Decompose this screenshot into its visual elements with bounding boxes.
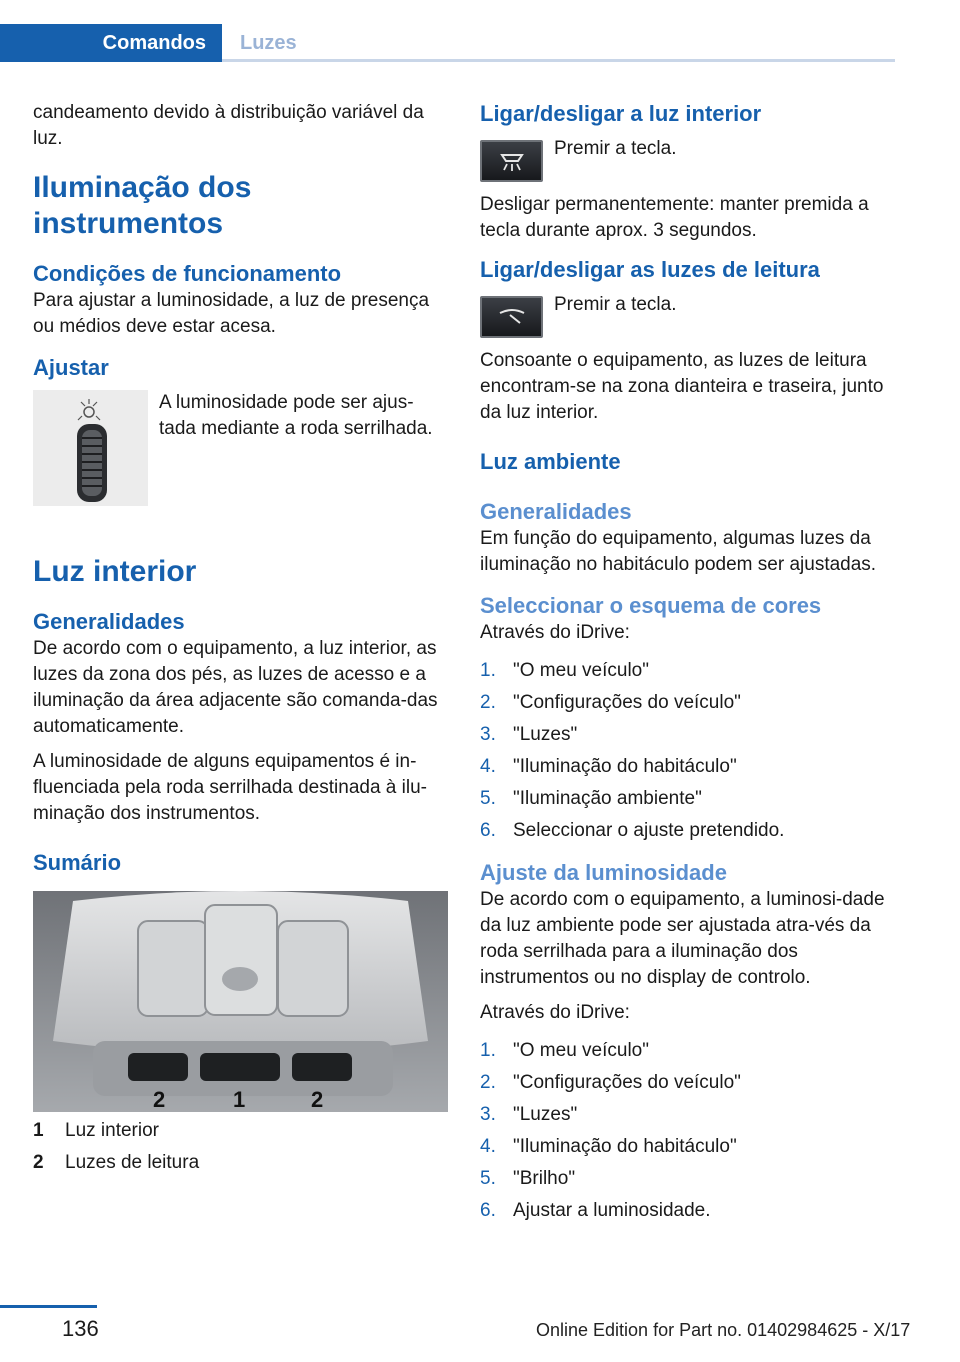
list-item: 1. "O meu veículo" xyxy=(480,1040,649,1061)
conditions-text: Para ajustar a luminosidade, a luz de presença ou médios deve estar acesa. xyxy=(33,290,430,337)
legend-item xyxy=(33,1150,448,1176)
chapter-header xyxy=(0,24,895,62)
color-scheme-steps xyxy=(480,655,895,847)
heading-interior: Luz interior xyxy=(33,555,197,588)
left-column xyxy=(33,100,448,1176)
footer-rule xyxy=(0,1305,97,1308)
heading-reading-toggle: Ligar/desligar as luzes de leitura xyxy=(480,257,820,282)
list-item: 3. "Luzes" xyxy=(480,724,578,745)
reading-light-button-image xyxy=(480,296,543,338)
heading-conditions: Condições de funcionamento xyxy=(33,261,342,286)
right-column xyxy=(480,100,895,1227)
list-item: 4. "Iluminação do habitáculo" xyxy=(480,756,737,777)
heading-general: Generalidades xyxy=(33,609,185,634)
photo-callout-1: 1 xyxy=(233,1087,246,1112)
list-item: 2. "Configurações do veículo" xyxy=(480,1072,741,1093)
legend-text: Luzes de leitura xyxy=(65,1152,200,1173)
list-item: 4. "Iluminação do habitáculo" xyxy=(480,1136,737,1157)
overhead-console-illustration xyxy=(33,891,448,1112)
photo-callout-2a: 2 xyxy=(153,1087,166,1112)
heading-ambient-general: Generalidades xyxy=(480,499,632,524)
brightness-text: De acordo com o equipamento, a luminosi-dade da luz ambiente pode ser ajustada atra-vés da roda serrilhada para a iluminação dos instrumentos ou no display de controlo. xyxy=(480,889,885,988)
dome-light-icon xyxy=(492,149,532,173)
intro-text: candeamento devido à distribuição variável da luz. xyxy=(33,102,424,149)
general-text-1: De acordo com o equipamento, a luz interior, as luzes da zona dos pés, as luzes de acesso e a iluminação da área adjacente são comanda-das automaticamente. xyxy=(33,638,438,737)
interior-button-row xyxy=(480,140,895,182)
page-number: 136 xyxy=(62,1316,99,1341)
photo-callout-2b: 2 xyxy=(311,1087,324,1112)
heading-summary: Sumário xyxy=(33,850,122,875)
interior-light-button-image xyxy=(480,140,543,182)
edition-note: Online Edition for Part no. 01402984625 - X/17 xyxy=(536,1320,911,1340)
list-item: 1. "O meu veículo" xyxy=(480,660,649,681)
adjust-text: A luminosidade pode ser ajus-tada mediante a roda serrilhada. xyxy=(159,392,433,439)
list-item: 2. "Configurações do veículo" xyxy=(480,692,741,713)
idrive-intro-2: Através do iDrive: xyxy=(480,1002,630,1023)
permanent-off-text: Desligar permanentemente: manter premida a tecla durante aprox. 3 segundos. xyxy=(480,194,869,241)
tab-luzes[interactable]: Luzes xyxy=(240,32,297,54)
adjust-row xyxy=(33,390,448,506)
heading-adjust: Ajustar xyxy=(33,355,109,380)
list-item: 6. Seleccionar o ajuste pretendido. xyxy=(480,820,785,841)
overhead-console-photo xyxy=(33,891,448,1112)
heading-interior-toggle: Ligar/desligar a luz interior xyxy=(480,101,762,126)
heading-ambient: Luz ambiente xyxy=(480,449,621,474)
list-item: 5. "Iluminação ambiente" xyxy=(480,788,702,809)
reading-button-row xyxy=(480,296,895,338)
legend-number: 2 xyxy=(33,1152,44,1173)
press-key-text-1: Premir a tecla. xyxy=(554,138,677,159)
tab-comandos[interactable]: Comandos xyxy=(0,24,222,62)
thumbwheel-image xyxy=(33,390,148,506)
press-key-text-2: Premir a tecla. xyxy=(554,294,677,315)
legend-number: 1 xyxy=(33,1120,44,1141)
reading-light-icon xyxy=(492,305,532,329)
idrive-intro-1: Através do iDrive: xyxy=(480,622,630,643)
brightness-steps xyxy=(480,1035,895,1227)
list-item: 3. "Luzes" xyxy=(480,1104,578,1125)
heading-brightness: Ajuste da luminosidade xyxy=(480,860,727,885)
ambient-text: Em função do equipamento, algumas luzes da iluminação no habitáculo podem ser ajustadas. xyxy=(480,528,877,575)
heading-instruments: Iluminação dos instrumentos xyxy=(33,171,252,240)
legend-item xyxy=(33,1118,448,1144)
reading-text: Consoante o equipamento, as luzes de leitura encontram-se na zona dianteira e traseira, junto da luz interior. xyxy=(480,350,884,423)
legend-text: Luz interior xyxy=(65,1120,159,1141)
general-text-2: A luminosidade de alguns equipamentos é in-fluenciada pela roda serrilhada destinada à ilu-minação dos instrumentos. xyxy=(33,751,427,824)
thumbwheel-icon xyxy=(61,396,121,504)
heading-color-scheme: Seleccionar o esquema de cores xyxy=(480,593,822,618)
list-item: 6. Ajustar a luminosidade. xyxy=(480,1200,711,1221)
list-item: 5. "Brilho" xyxy=(480,1168,576,1189)
